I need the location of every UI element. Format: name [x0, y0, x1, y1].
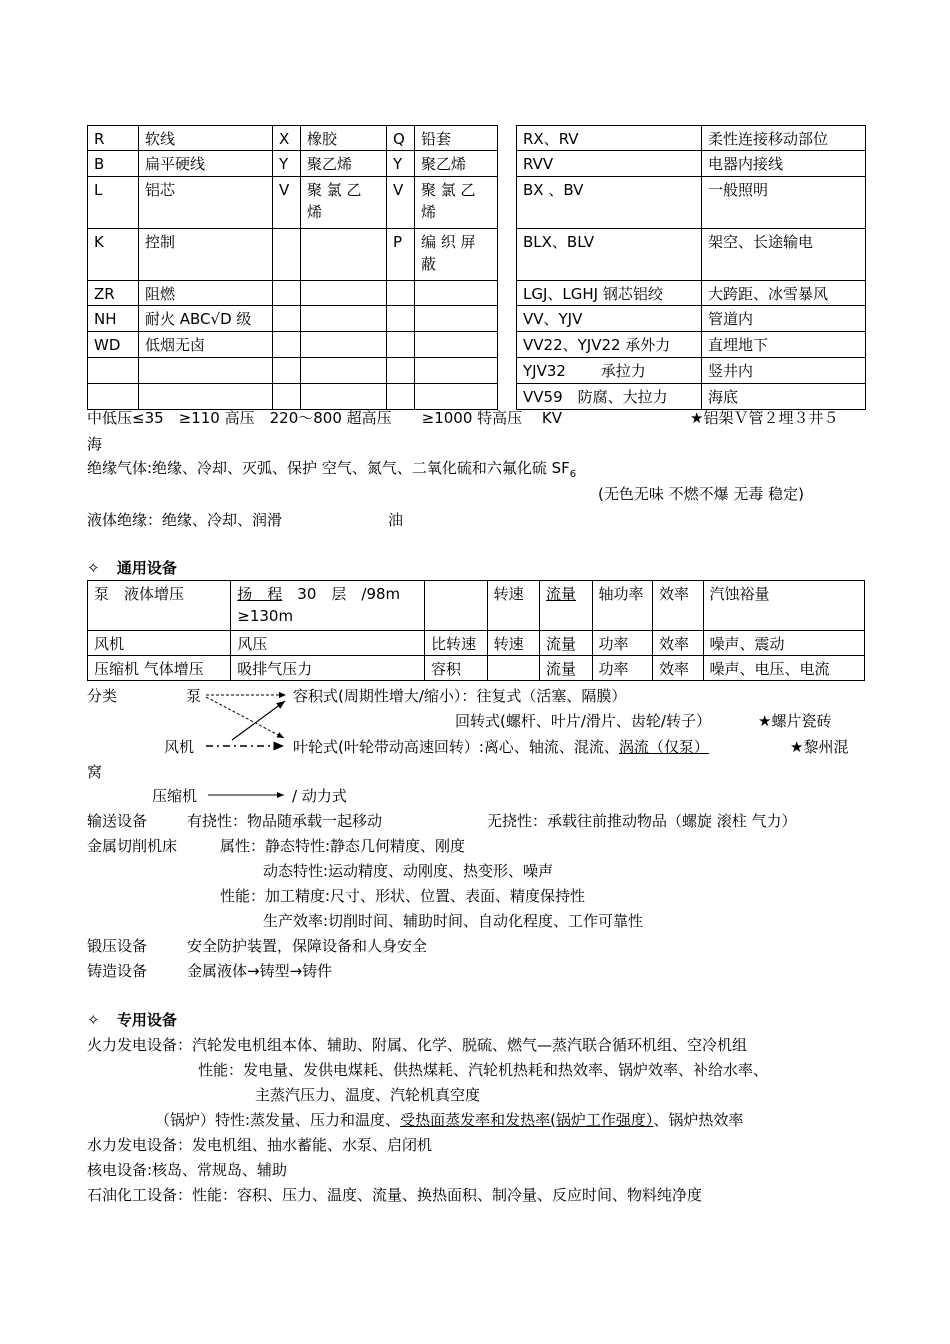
forge-label: 锻压设备: [87, 937, 148, 955]
table-cell: 聚乙烯: [415, 151, 498, 177]
table-cell: 风机: [88, 631, 231, 656]
gas-insulation: 绝缘气体:绝缘、冷却、灭弧、保护 空气、氮气、二氧化硫和六氟化硫 $SF_6$: [87, 459, 577, 480]
liquid-insulation-oil: 油: [388, 511, 404, 529]
table-cell: 流量: [540, 656, 592, 681]
table-cell: 转速: [487, 631, 539, 656]
classify-fan: 风机: [164, 738, 195, 756]
table-cell: 海底: [702, 384, 866, 410]
table-cell: L: [88, 177, 139, 229]
cast-desc: 金属液体→铸型→铸件: [187, 962, 333, 980]
cast-label: 铸造设备: [87, 962, 148, 980]
table-cell: VV22、YJV22 承外力: [517, 332, 702, 358]
table-cell: 扁平硬线: [139, 151, 273, 177]
table-cell: Q: [387, 126, 415, 151]
table-cell: 直埋地下: [702, 332, 866, 358]
thermal-power-performance-cont: 主蒸汽压力、温度、汽轮机真空度: [255, 1086, 481, 1104]
classify-dynamic: / 动力式: [292, 787, 347, 805]
table-cell: WD: [88, 332, 139, 358]
classify-rotary: 回转式(螺杆、叶片/滑片、齿轮/转子）: [455, 712, 711, 730]
table-cell: 一般照明: [702, 177, 866, 229]
classify-impeller-mnemonic-wrap: 窝: [87, 763, 103, 781]
table-cell: BX 、BV: [517, 177, 702, 229]
section-general-equipment: ✧ 通用设备: [87, 559, 177, 577]
table-cell: 压缩机 气体增压: [88, 656, 231, 681]
table-cell: P: [387, 229, 415, 281]
table-cell: 功率: [592, 656, 653, 681]
table-cell: 吸排气压力: [231, 656, 425, 681]
nuclear-power-equipment: 核电设备:核岛、常规岛、辅助: [87, 1161, 288, 1179]
table-cell: 比转速: [425, 631, 488, 656]
table-cell: 效率: [653, 656, 703, 681]
table-cell: 噪声、电压、电流: [703, 656, 865, 681]
hydro-power-equipment: 水力发电设备：发电机组、抽水蓄能、水泵、启闭机: [87, 1136, 433, 1154]
voltage-mnemonic-wrap: 海: [87, 435, 103, 453]
machine-label: 金属切削机床: [87, 837, 178, 855]
classify-impeller-mnemonic: ★黎州混: [790, 738, 849, 756]
table-cell: 泵 液体增压: [88, 581, 231, 631]
petrochemical-equipment: 石油化工设备：性能：容积、压力、温度、流量、换热面积、制冷量、反应时间、物料纯净度: [87, 1186, 703, 1204]
table-cell: 电器内接线: [702, 151, 866, 177]
table-cell: 柔性连接移动部位: [702, 126, 866, 151]
table-cell: 聚 氯 乙 烯: [415, 177, 498, 229]
table-cell: 橡胶: [301, 126, 387, 151]
convey-rigid: 无挠性：承载往前推动物品（螺旋 滚柱 气力）: [487, 812, 797, 830]
table-cell: ZR: [88, 281, 139, 306]
table-cell: RX、RV: [517, 126, 702, 151]
classify-compressor: 压缩机: [152, 787, 198, 805]
table-cell: RVV: [517, 151, 702, 177]
table-cell: YJV32 承拉力: [517, 358, 702, 384]
table-cell: VV、YJV: [517, 306, 702, 332]
classify-rotary-mnemonic: ★螺片瓷砖: [758, 712, 832, 730]
table-cell: R: [88, 126, 139, 151]
table-cell: 软线: [139, 126, 273, 151]
table-cell: 管道内: [702, 306, 866, 332]
table-cell: V: [387, 177, 415, 229]
table-cell: 低烟无卤: [139, 332, 273, 358]
section-special-equipment: ✧ 专用设备: [87, 1011, 177, 1029]
table-cell: LGJ、LGHJ 钢芯铝绞: [517, 281, 702, 306]
table-cell: 聚 氯 乙 烯: [301, 177, 387, 229]
table-cell: 噪声、震动: [703, 631, 865, 656]
table-cell: 大跨距、冰雪暴风: [702, 281, 866, 306]
table-cell: 风压: [231, 631, 425, 656]
table-cell: 聚乙烯: [301, 151, 387, 177]
table-cell: 汽蚀裕量: [703, 581, 865, 631]
table-cell: 效率: [653, 631, 703, 656]
classify-pump: 泵: [186, 687, 202, 705]
table-cell: 容积: [425, 656, 488, 681]
table-cell: 控制: [139, 229, 273, 281]
machine-static: 属性：静态特性:静态几何精度、刚度: [220, 837, 466, 855]
table-cell: VV59 防腐、大拉力: [517, 384, 702, 410]
table-cell: Y: [387, 151, 415, 177]
table-cell: 铝芯: [139, 177, 273, 229]
table-cell: 流量: [540, 581, 592, 631]
voltage-levels: 中低压≤35 ≥110 高压 220～800 超高压 ≥1000 特高压 KV: [87, 409, 563, 427]
machine-precision: 性能：加工精度:尺寸、形状、位置、表面、精度保持性: [220, 887, 586, 905]
thermal-power-performance: 性能：发电量、发供电煤耗、供热煤耗、汽轮机热耗和热效率、锅炉效率、补给水率、: [198, 1061, 769, 1079]
table-cell: 轴功率: [592, 581, 653, 631]
convey-label: 输送设备: [87, 812, 148, 830]
forge-desc: 安全防护装置，保障设备和人身安全: [187, 937, 428, 955]
thermal-power-equipment: 火力发电设备：汽轮发电机组本体、辅助、附属、化学、脱硫、燃气—蒸汽联合循环机组、空冷机组: [87, 1036, 748, 1054]
boiler-characteristics: （锅炉）特性:蒸发量、压力和温度、受热面蒸发率和发热率(锅炉工作强度）、锅炉热效率: [155, 1111, 744, 1129]
classify-impeller: 叶轮式(叶轮带动高速回转）:离心、轴流、混流、涡流（仅泵）: [293, 738, 709, 756]
table-cell: 铅套: [415, 126, 498, 151]
classify-positive-displacement: 容积式(周期性增大/缩小）：往复式（活塞、隔膜）: [293, 687, 627, 705]
sparkle-icon: ✧: [87, 1011, 100, 1029]
table-cell: 功率: [592, 631, 653, 656]
table-cell: X: [273, 126, 301, 151]
sparkle-icon: ✧: [87, 559, 100, 577]
liquid-insulation: 液体绝缘：绝缘、冷却、润滑: [87, 511, 283, 529]
table-cell: K: [88, 229, 139, 281]
table-cell: 竖井内: [702, 358, 866, 384]
machine-efficiency: 生产效率:切削时间、辅助时间、自动化程度、工作可靠性: [263, 912, 644, 930]
table-cell: Y: [273, 151, 301, 177]
table-cell: BLX、BLV: [517, 229, 702, 281]
table-cell: V: [273, 177, 301, 229]
table-cell: 耐火 ABC√D 级: [139, 306, 273, 332]
arrow-pump-impeller: [206, 697, 284, 738]
table-cell: 阻燃: [139, 281, 273, 306]
table-cell: 效率: [653, 581, 703, 631]
table-cell: 扬 程 30 层 /98m ≥130m: [231, 581, 425, 631]
table-cell: NH: [88, 306, 139, 332]
table-cell: 流量: [540, 631, 592, 656]
table-cell: 架空、长途输电: [702, 229, 866, 281]
table-cell: 转速: [487, 581, 539, 631]
table-cell: 编 织 屏 蔽: [415, 229, 498, 281]
convey-flexible: 有挠性：物品随承载一起移动: [187, 812, 383, 830]
gas-properties-note: (无色无味 不燃不爆 无毒 稳定): [598, 485, 805, 503]
machine-dynamic: 动态特性:运动精度、动刚度、热变形、噪声: [263, 862, 554, 880]
table-cell: B: [88, 151, 139, 177]
voltage-mnemonic: ★铝架Ｖ管２埋３井５: [690, 409, 839, 427]
classify-label: 分类: [87, 687, 118, 705]
